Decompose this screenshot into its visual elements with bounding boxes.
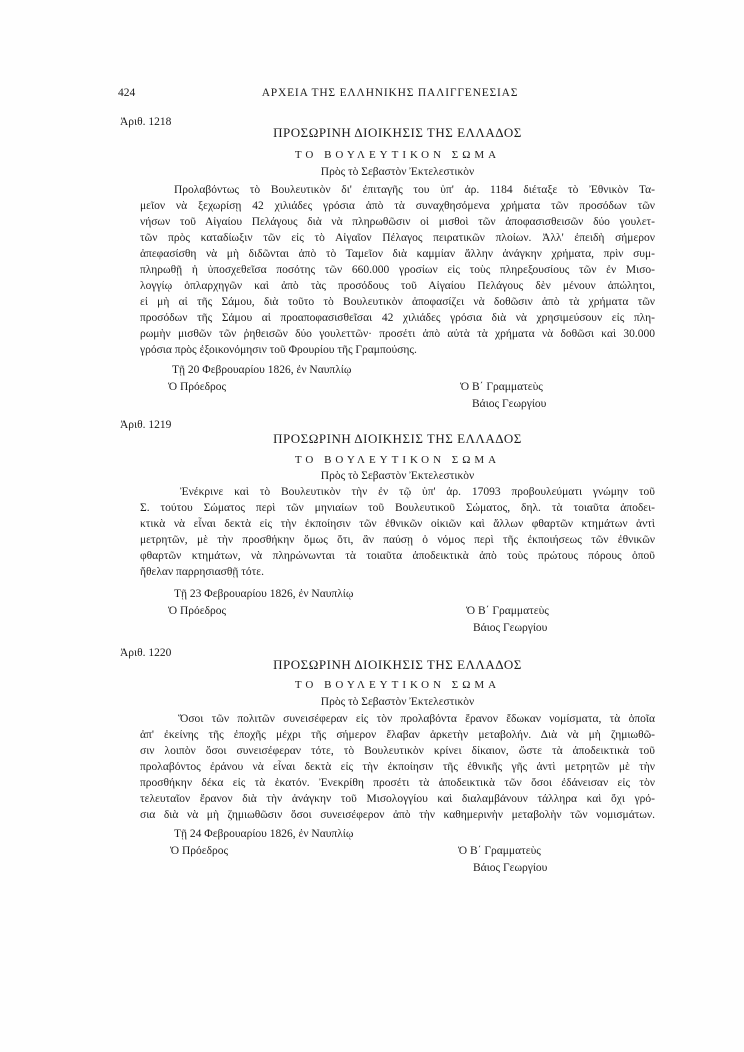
president-label: Ὁ Πρόεδρος xyxy=(168,605,227,617)
document-text xyxy=(140,711,655,823)
document-heading: ΠΡΟΣΩΡΙΝΗ ΔΙΟΙΚΗΣΙΣ ΤΗΣ ΕΛΛΑΔΟΣ xyxy=(273,125,522,140)
document-heading: ΠΡΟΣΩΡΙΝΗ ΔΙΟΙΚΗΣΙΣ ΤΗΣ ΕΛΛΑΔΟΣ xyxy=(273,431,522,446)
body-line: λογγίῳ ὁπλαρχηγῶν καὶ ἀπὸ τὰς προσόδους τοῦ Αἰγαίου Πελάγους δὲν μένουν ἀπώλητοι, xyxy=(140,280,655,292)
body-line: σιν λοιπὸν ὅσοι συνεισέφεραν τότε, τὸ Βουλευτικὸν κρίνει δίκαιον, ὥστε τὰ ἀποδεικτικὰ τοῦ xyxy=(140,745,655,757)
body-line: κτικὰ νὰ εἶναι δεκτὰ εἰς τὴν ἐκποίησιν τῶν ἐθνικῶν οἰκιῶν καὶ ἄλλων φθαρτῶν κτημάτων ἀντὶ xyxy=(140,518,655,530)
body-line: τελευταῖον ἔρανον διὰ τὴν ἀνάγκην τοῦ Μισολογγίου καὶ διαλαμβάνουν τάλληρα καὶ ὄχι γρό- xyxy=(140,793,655,805)
body-line: νήσων τοῦ Αἰγαίου Πελάγους διὰ νὰ πληρωθῶσιν οἱ μισθοὶ τῶν ἀποφασισθεισῶν δύο γουλετ- xyxy=(140,216,655,228)
secretary-title: Ὁ Β΄ Γραμματεὺς xyxy=(466,605,549,617)
date-line: Τῇ 20 Φεβρουαρίου 1826, ἐν Ναυπλίῳ xyxy=(172,364,352,376)
president-label: Ὁ Πρόεδρος xyxy=(168,381,227,393)
body-line: ἀπ' ἐκείνης τῆς ἐποχῆς μέχρι τῆς σήμερον ἔλαβαν ἀρκετὴν μεταβολήν. Διὰ νὰ μὴ ζημιωθῶ- xyxy=(140,729,655,741)
document-number: Ἀριθ. 1220 xyxy=(120,647,172,659)
addressee: Πρὸς τὸ Σεβαστὸν Ἐκτελεστικὸν xyxy=(320,166,475,178)
body-line: ρωμὴν μισθῶν τῶν ῥηθεισῶν δύο γουλεττῶν· προσέτι ἀπὸ αὐτὰ τὰ χρήματα νὰ δοθῶσι καὶ 30.000 xyxy=(140,328,655,340)
secretary-name: Βάιος Γεωργίου xyxy=(473,622,548,634)
document-number: Ἀριθ. 1219 xyxy=(120,419,172,431)
body-title: ΤΟ ΒΟΥΛΕΥΤΙΚΟΝ ΣΩΜΑ xyxy=(294,454,501,466)
addressee: Πρὸς τὸ Σεβαστὸν Ἐκτελεστικὸν xyxy=(320,696,475,708)
body-line: μεῖον νὰ ξεχωρίσῃ 42 χιλιάδες γρόσια ἀπὸ τὰ συναχθησόμενα χρήματα τῶν προσόδων τῶν xyxy=(140,200,655,212)
page-number: 424 xyxy=(118,87,136,99)
running-title: ΑΡΧΕΙΑ ΤΗΣ ΕΛΛΗΝΙΚΗΣ ΠΑΛΙΓΓΕΝΕΣΙΑΣ xyxy=(261,87,519,99)
body-line: γρόσια πρὸς ἐξοικονόμησιν τοῦ Φρουρίου τῆς Γραμπούσης. xyxy=(140,344,417,356)
secretary-title: Ὁ Β΄ Γραμματεὺς xyxy=(458,845,541,857)
body-line: προσόδων τῆς Σάμου αἱ προαποφασισθεῖσαι 42 χιλιάδες γρόσια διὰ νὰ χρησιμεύσουν εἰς πλη- xyxy=(140,312,655,324)
body-title: ΤΟ ΒΟΥΛΕΥΤΙΚΟΝ ΣΩΜΑ xyxy=(294,679,501,691)
body-line: εἰ μὴ αἱ τῆς Σάμου, διὰ τοῦτο τὸ Βουλευτικὸν ἀποφασίζει νὰ δοθῶσιν ἀπὸ τὰ χρήματα τῶν xyxy=(140,296,655,308)
body-line: τῶν πρὸς καταδίωξιν τῶν εἰς τὸ Αἰγαῖον Πέλαγος πειρατικῶν πλοίων. Ἀλλ' ἐπειδὴ σήμερον xyxy=(140,232,655,244)
body-line: σια διὰ νὰ μὴ ζημιωθῶσιν ὅσοι συνεισέφερον ἀπὸ τὴν καθημερινὴν μεταβολὴν τῶν νομισμάτων. xyxy=(140,809,655,821)
body-line: μετρητῶν, μὲ τὴν προσθήκην ὅμως ὅτι, ἂν παύσῃ ὁ νόμος περὶ τῆς ἐκποιήσεως τῶν ἐθνικῶν xyxy=(140,534,655,546)
secretary-name: Βάιος Γεωργίου xyxy=(472,398,547,410)
body-line: Προλαβόντως τὸ Βουλευτικὸν δι' ἐπιταγῆς του ὑπ' ἀρ. 1184 διέταξε τὸ Ἐθνικὸν Τα- xyxy=(174,184,655,196)
date-line: Τῇ 24 Φεβρουαρίου 1826, ἐν Ναυπλίῳ xyxy=(174,828,354,840)
document-text xyxy=(140,182,655,358)
body-line: Ὅσοι τῶν πολιτῶν συνεισέφεραν εἰς τὸν προλαβόντα ἔρανον ἔδωκαν νομίσματα, τὰ ὁποῖα xyxy=(178,713,655,725)
addressee: Πρὸς τὸ Σεβαστὸν Ἐκτελεστικὸν xyxy=(320,470,475,482)
document-text xyxy=(140,484,655,580)
body-line: ἀπεφασίσθη νὰ μὴ διδῶνται ἀπὸ τὸ Ταμεῖον διὰ καμμίαν ἄλλην ἀνάγκην χρήματα, πρὶν συμ- xyxy=(140,248,655,260)
president-label: Ὁ Πρόεδρος xyxy=(170,845,229,857)
body-title: ΤΟ ΒΟΥΛΕΥΤΙΚΟΝ ΣΩΜΑ xyxy=(294,149,501,161)
body-line: πληρωθῇ ἡ ὑποσχεθεῖσα ποσότης τῶν 660.000 γροσίων εἰς τοὺς πληρεξουσίους τῶν ἐν Μισο- xyxy=(140,264,655,276)
body-line: προσθήκην δέκα εἰς τὰ ἑκατόν. Ἐνεκρίθη προσέτι τὰ ἀποδεικτικὰ τῶν ὅσοι ἐδάνεισαν εἰς τὸν xyxy=(140,777,655,789)
document-heading: ΠΡΟΣΩΡΙΝΗ ΔΙΟΙΚΗΣΙΣ ΤΗΣ ΕΛΛΑΔΟΣ xyxy=(273,657,522,672)
body-line: Σ. τούτου Σώματος περὶ τῶν μηνιαίων τοῦ Βουλευτικοῦ Σώματος, δηλ. τὰ τοιαῦτα ἀποδει- xyxy=(140,502,655,514)
date-line: Τῇ 23 Φεβρουαρίου 1826, ἐν Ναυπλίῳ xyxy=(174,588,354,600)
body-line: προλαβόντος ἐράνου νὰ εἶναι δεκτὰ εἰς τὴν ἐκποίησιν τῆς ἐθνικῆς γῆς ἀντὶ μετρητῶν μὲ τὴν xyxy=(140,761,655,773)
document-number: Ἀριθ. 1218 xyxy=(120,116,172,128)
body-line: φθαρτῶν κτημάτων, νὰ πληρώνωνται τὰ τοιαῦτα ἀποδεικτικὰ ἀπὸ τοὺς πρώτους πόρους ὁποῦ xyxy=(140,550,655,562)
body-line: Ἐνέκρινε καὶ τὸ Βουλευτικὸν τὴν ἐν τῷ ὑπ' ἀρ. 17093 προβουλεύματι γνώμην τοῦ xyxy=(180,486,655,498)
secretary-name: Βάιος Γεωργίου xyxy=(473,862,548,874)
secretary-title: Ὁ Β΄ Γραμματεὺς xyxy=(460,381,543,393)
body-line: ἤθελαν παρρησιασθῇ τότε. xyxy=(140,566,264,578)
